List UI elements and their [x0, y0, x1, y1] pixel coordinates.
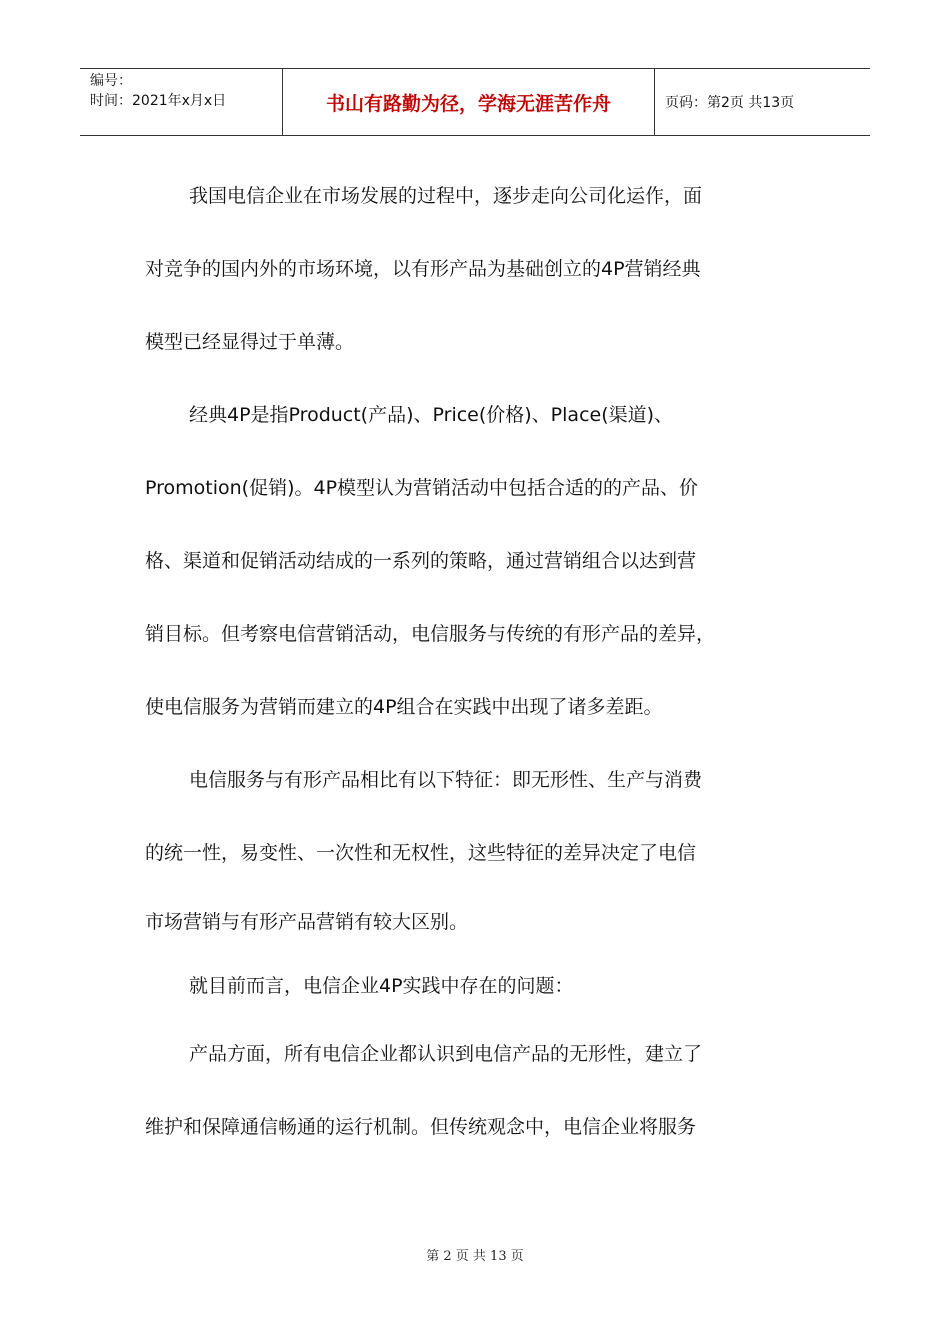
paragraph-line: 使电信服务为营销而建立的4P组合在实践中出现了诸多差距。 — [145, 696, 663, 718]
paragraph-line: 我国电信企业在市场发展的过程中，逐步走向公司化运作，面 — [189, 185, 703, 207]
paragraph-line: 电信服务与有形产品相比有以下特征：即无形性、生产与消费 — [189, 769, 703, 791]
paragraph-line: 对竞争的国内外的市场环境，以有形产品为基础创立的4P营销经典 — [145, 258, 701, 280]
paragraph-line: 经典4P是指Product(产品)、Price(价格)、Place(渠道)、 — [189, 404, 674, 426]
document-date: 时间：2021年x月x日 — [90, 93, 227, 109]
paragraph-line: 的统一性，易变性、一次性和无权性，这些特征的差异决定了电信 — [145, 842, 697, 864]
paragraph-line: 格、渠道和促销活动结成的一系列的策略，通过营销组合以达到营 — [145, 550, 697, 572]
document-number-label: 编号： — [90, 73, 132, 89]
header-motto: 书山有路勤为径，学海无涯苦作舟 — [283, 69, 655, 135]
header-meta — [80, 69, 283, 135]
paragraph-line: Promotion(促销)。4P模型认为营销活动中包括合适的的产品、价 — [145, 477, 699, 499]
paragraph-line: 市场营销与有形产品营销有较大区别。 — [145, 911, 469, 933]
paragraph-line: 维护和保障通信畅通的运行机制。但传统观念中，电信企业将服务 — [145, 1116, 697, 1138]
page-footer: 第 2 页 共 13 页 — [426, 1249, 524, 1264]
paragraph-line: 销目标。但考察电信营销活动，电信服务与传统的有形产品的差异， — [145, 623, 716, 645]
page-header — [80, 68, 870, 136]
paragraph-line: 就目前而言，电信企业4P实践中存在的问题： — [189, 975, 574, 997]
document-body — [145, 160, 810, 1164]
paragraph-line: 模型已经显得过于单薄。 — [145, 331, 355, 353]
paragraph-line: 产品方面，所有电信企业都认识到电信产品的无形性，建立了 — [189, 1043, 703, 1065]
header-page-info: 页码：第2页 共13页 — [665, 95, 795, 111]
